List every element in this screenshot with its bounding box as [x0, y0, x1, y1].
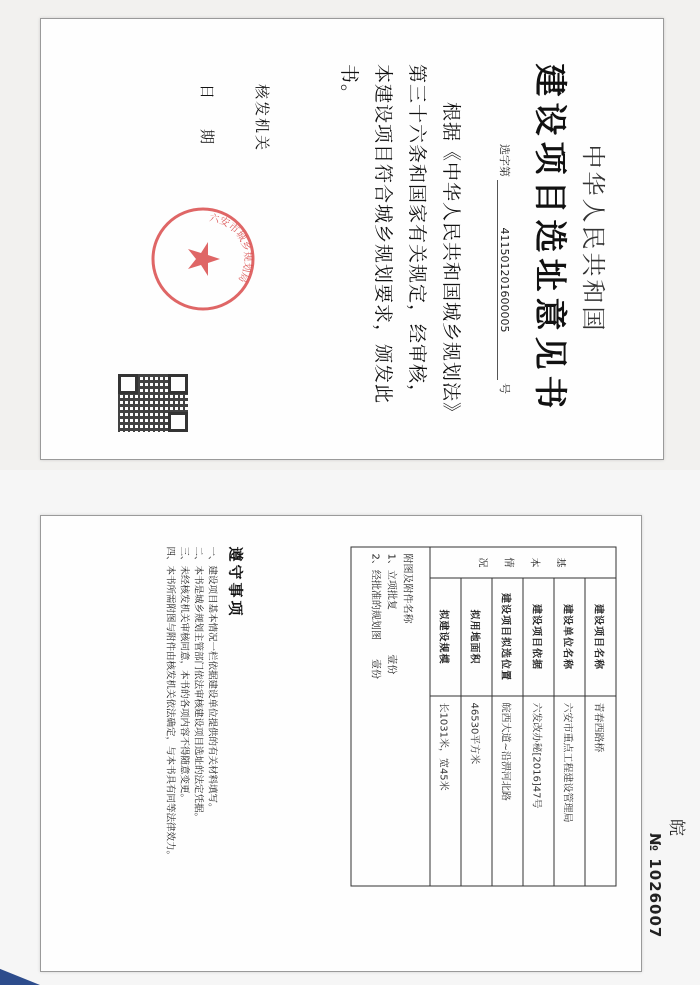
attachment-item [367, 553, 383, 879]
table-row [523, 547, 554, 886]
certificate-page [40, 18, 664, 460]
row-label: 建设单位名称 [554, 578, 585, 696]
table-row [585, 547, 616, 886]
basic-info-table [351, 546, 617, 886]
side-label-cell [430, 547, 616, 578]
certificate-number: 411501201600005 [497, 180, 511, 380]
row-value: 皖西大道~沿淠河北路 [492, 696, 523, 886]
attachments-row [351, 547, 430, 886]
date-label [197, 84, 218, 144]
serial-number: № 1026007 [646, 833, 664, 939]
attachments-cell [351, 547, 430, 886]
row-value: 六发改办秘[2016]47号 [523, 696, 554, 886]
notice-item: 二、本书是城乡规划主管部门依法审核建设项目选址的法定凭据。 [192, 546, 204, 822]
table-row [492, 547, 523, 886]
date-label-1: 日 [198, 84, 216, 100]
table-row [430, 547, 461, 886]
notice-list [163, 546, 219, 966]
row-label: 建设项目名称 [585, 578, 616, 696]
row-value: 长1031米，宽45米 [430, 696, 461, 886]
attachment-name: 2、经批准的规划图 [369, 553, 381, 640]
row-value: 六安市重点工程建设管理局 [554, 696, 585, 886]
number-suffix: 号 [498, 383, 511, 394]
attachment-name: 1、立项批复 [385, 553, 397, 610]
info-content [47, 521, 637, 966]
issuer-label: 核发机关 [253, 84, 271, 153]
attachment-count: 壹份 [385, 653, 397, 674]
number-prefix: 选字第 [498, 144, 511, 177]
info-page [40, 515, 642, 972]
attachment-item [383, 553, 399, 879]
date-label-2: 期 [198, 129, 216, 145]
row-value: 46530平方米 [461, 696, 492, 886]
side-label: 基 [554, 557, 566, 567]
notice-item: 四、本书所需附图与附件由核发机关依法确定，与本书具有同等法律效力。 [164, 546, 176, 860]
svg-text:六安市城乡规划局 [208, 212, 255, 285]
attachment-count: 壹份 [369, 658, 381, 679]
official-seal [148, 204, 258, 314]
side-label: 情 [502, 557, 514, 567]
table-row [554, 547, 585, 886]
certificate-number-row [497, 144, 513, 444]
attachments-label: 附图及附件名称 [401, 553, 413, 623]
notice-item: 三、未经核发机关审核同意，本书的各项内容不得随意变更。 [178, 546, 190, 803]
side-label: 本 [528, 557, 540, 567]
qr-code [118, 374, 188, 432]
notice-item: 一、建设项目基本情况一栏依据建设单位提供的有关材料填写。 [206, 546, 218, 813]
row-value: 青春西路桥 [585, 696, 616, 886]
certificate-body: 根据《中华人民共和国城乡规划法》第三十六条和国家有关规定，经审核，本建设项目符合城乡规划要求，颁发此书。 [338, 64, 462, 413]
row-label: 建设项目依据 [523, 578, 554, 696]
row-label: 拟建设规模 [430, 578, 461, 696]
certificate-title: 建设项目选址意见书 [531, 63, 570, 415]
row-label: 建设项目拟选位置 [492, 578, 523, 696]
country-name: 中华人民共和国 [579, 144, 607, 334]
side-label: 况 [476, 557, 488, 567]
seal-text: 六安市城乡规划局 [208, 212, 253, 285]
row-label: 拟用地面积 [461, 578, 492, 696]
province-mark: 皖 [666, 819, 686, 836]
notice-title: 遵守事项 [226, 546, 245, 619]
certificate-content [46, 24, 658, 454]
table-row [461, 547, 492, 886]
